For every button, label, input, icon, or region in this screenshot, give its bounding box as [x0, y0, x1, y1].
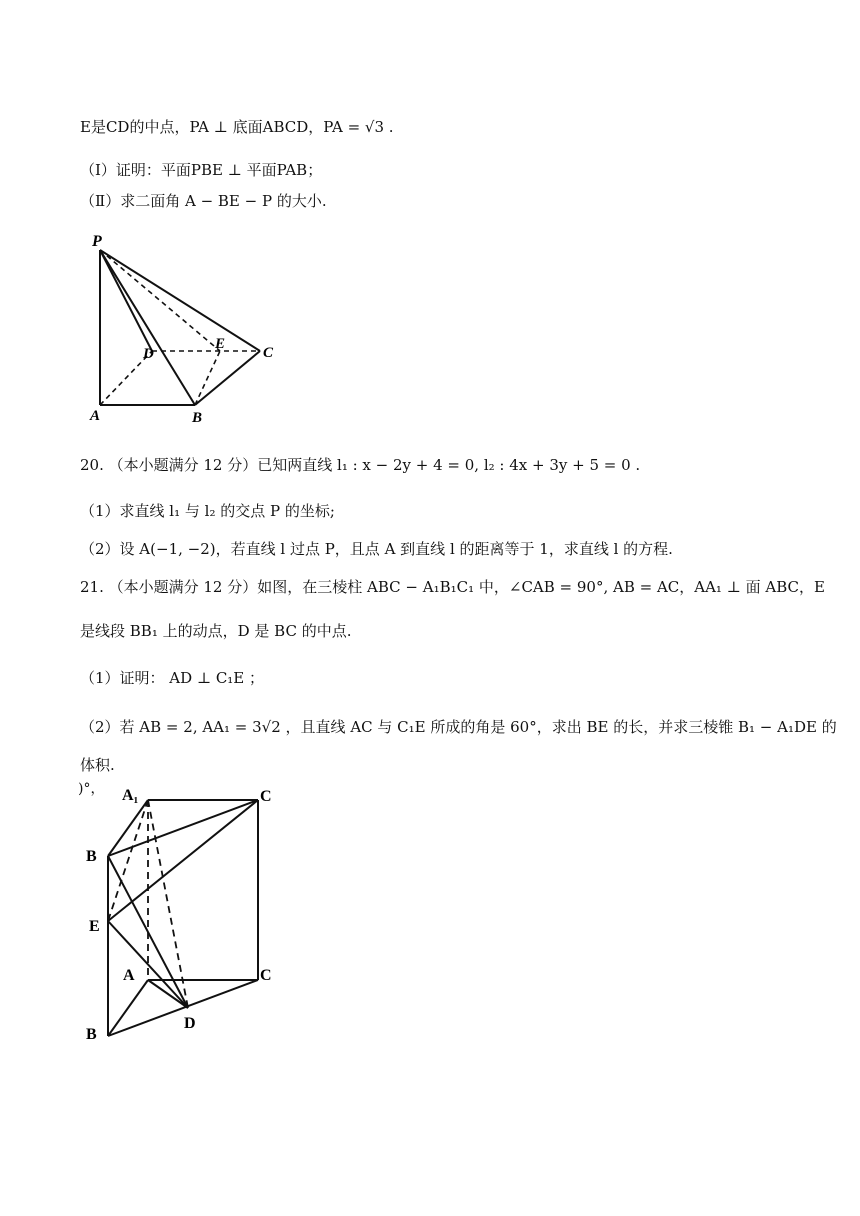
label-D: D: [184, 1015, 196, 1032]
text-line-5: （1）求直线 l₁ 与 l₂ 的交点 P 的坐标;: [80, 502, 335, 520]
label-B: B: [192, 410, 203, 426]
label-A1: A₁: [122, 787, 139, 804]
label-E: E: [89, 918, 100, 935]
label-P: P: [92, 233, 102, 250]
text-line-7: 21. （本小题满分 12 分）如图，在三棱柱 ABC − A₁B₁C₁ 中，∠CAB = 90°, AB = AC，AA₁ ⊥ 面 ABC，E: [80, 578, 825, 596]
text-line-6: （2）设 A(−1, −2)，若直线 l 过点 P，且点 A 到直线 l 的距离等于 1，求直线 l 的方程.: [80, 540, 673, 558]
label-A: A: [90, 408, 101, 424]
label-D: D: [143, 346, 154, 362]
label-B1: B: [86, 848, 97, 865]
label-C: C: [260, 967, 272, 984]
text-line-12: )°，: [78, 781, 105, 797]
text-line-9: （1）证明： AD ⊥ C₁E ；: [80, 669, 265, 687]
text-line-2: （I）证明：平面PBE ⊥ 平面PAB；: [80, 161, 323, 179]
label-E: E: [215, 336, 226, 352]
label-B: B: [86, 1026, 97, 1043]
text-line-11: 体积.: [80, 756, 115, 774]
text-line-1: E是CD的中点，PA ⊥ 底面ABCD，PA = √3 .: [80, 118, 394, 136]
text-line-8: 是线段 BB₁ 上的动点，D 是 BC 的中点.: [80, 622, 352, 640]
text-line-4: 20. （本小题满分 12 分）已知两直线 l₁ : x − 2y + 4 = 0, l₂ : 4x + 3y + 5 = 0 .: [80, 456, 641, 474]
label-C: C: [263, 345, 274, 361]
prism-figure: [80, 780, 320, 1050]
text-line-3: （Ⅱ）求二面角 A − BE − P 的大小.: [80, 192, 327, 210]
pyramid-figure: [80, 230, 380, 430]
text-line-10: （2）若 AB = 2, AA₁ = 3√2 ，且直线 AC 与 C₁E 所成的角是 60°，求出 BE 的长，并求三棱锥 B₁ − A₁DE 的: [80, 718, 837, 736]
label-A: A: [123, 967, 135, 984]
label-C1: C: [260, 788, 272, 805]
